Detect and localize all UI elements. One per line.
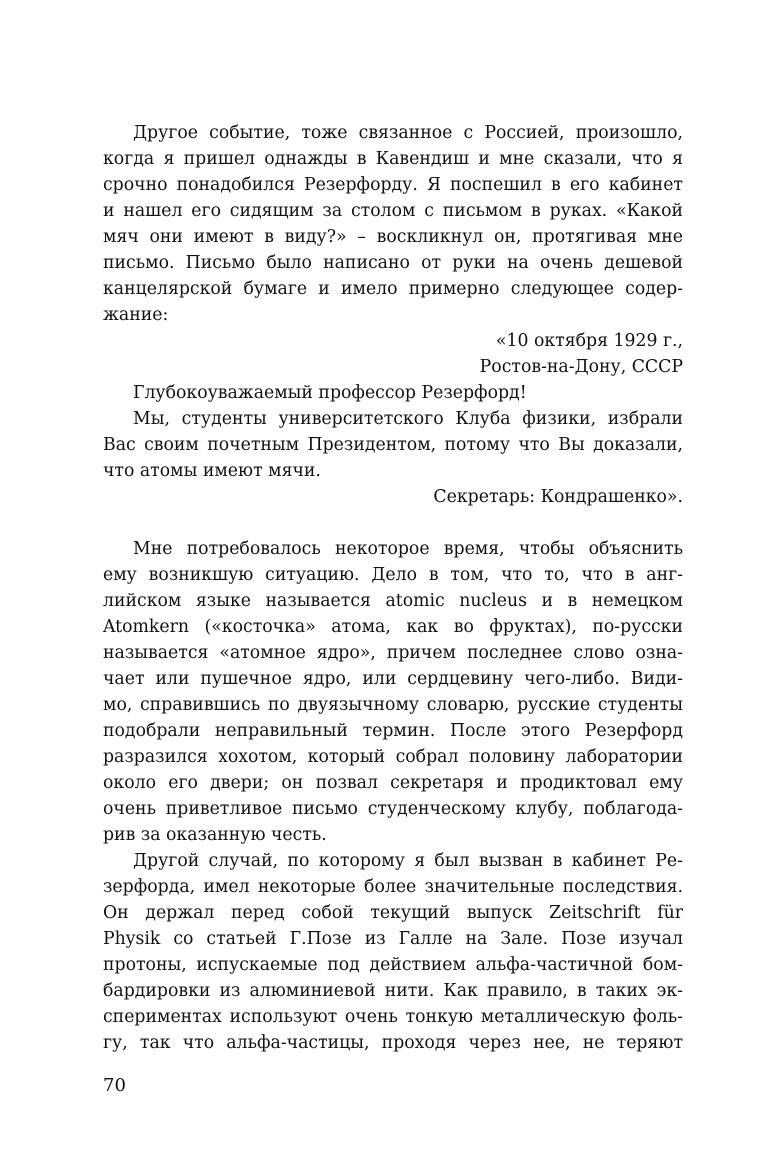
paragraph-1 — [103, 120, 683, 328]
text-line: разразился хохотом, который собрал половину лаборатории — [103, 747, 683, 767]
text-line: Он держал перед собой текущий выпуск Zeitschrift für — [103, 903, 683, 923]
paragraph-2 — [103, 536, 683, 848]
text-line: ему возникшую ситуацию. Дело в том, что то, что в анг- — [103, 565, 683, 585]
text-line: Вас своим почетным Президентом, потому что Вы доказали, — [103, 435, 683, 455]
text-line: чает или пушечное ядро, или сердцевину чего-либо. Види- — [103, 669, 683, 689]
text-line: когда я пришел однажды в Кавендиш и мне сказали, что я — [103, 149, 683, 169]
text-line: канцелярской бумаге и имело примерно следующее содер- — [103, 279, 683, 299]
text-line: Мы, студенты университетского Клуба физики, избрали — [133, 409, 683, 429]
quoted-letter — [103, 328, 683, 510]
text-line: что атомы имеют мячи. — [103, 461, 321, 481]
letter-signature: Секретарь: Кондрашенко». — [433, 487, 683, 507]
text-line: письмо. Письмо было написано от руки на очень дешевой — [103, 253, 683, 273]
text-line: мо, справившись по двуязычному словарю, русские студенты — [103, 695, 683, 715]
letter-salutation: Глубокоуважаемый профессор Резерфорд! — [133, 383, 527, 403]
text-line: Другое событие, тоже связанное с Россией, произошло, — [133, 123, 683, 143]
text-line: протоны, испускаемые под действием альфа-частичной бом- — [103, 955, 683, 975]
text-line: около его двери; он позвал секретаря и продиктовал ему — [103, 773, 683, 793]
letter-date: «10 октября 1929 г., — [495, 331, 683, 351]
text-line: срочно понадобился Резерфорду. Я поспешил в его кабинет — [103, 175, 683, 195]
text-line: Atomkern («косточка» атома, как во фруктах), по-русски — [103, 617, 683, 637]
text-line: спериментах используют очень тонкую металлическую фоль- — [103, 1007, 683, 1027]
text-line: называется «атомное ядро», причем последнее слово озна- — [103, 643, 683, 663]
text-line: подобрали неправильный термин. После этого Резерфорд — [103, 721, 683, 741]
page-text — [103, 120, 683, 1056]
text-line: и нашел его сидящим за столом с письмом в руках. «Какой — [103, 201, 683, 221]
text-line: Physik со статьей Г.Позе из Галле на Зале. Позе изучал — [103, 929, 683, 949]
text-line: мяч они имеют в виду?» – воскликнул он, протягивая мне — [103, 227, 683, 247]
text-line: рив за оказанную честь. — [103, 825, 327, 845]
text-line: жание: — [103, 305, 169, 325]
text-line: очень приветливое письмо студенческому клубу, поблагода- — [103, 799, 683, 819]
text-line: гу, так что альфа-частицы, проходя через нее, не теряют — [103, 1033, 683, 1053]
page-number: 70 — [103, 1075, 126, 1096]
text-line: Мне потребовалось некоторое время, чтобы объяснить — [133, 539, 683, 559]
paragraph-gap — [103, 510, 683, 536]
letter-place: Ростов-на-Дону, СССР — [479, 357, 683, 377]
paragraph-3 — [103, 848, 683, 1056]
text-line: Другой случай, по которому я был вызван в кабинет Ре- — [133, 851, 683, 871]
text-line: бардировки из алюминиевой нити. Как правило, в таких эк- — [103, 981, 683, 1001]
text-line: зерфорда, имел некоторые более значительные последствия. — [103, 877, 683, 897]
text-line: лийском языке называется atomic nucleus и в немецком — [103, 591, 683, 611]
